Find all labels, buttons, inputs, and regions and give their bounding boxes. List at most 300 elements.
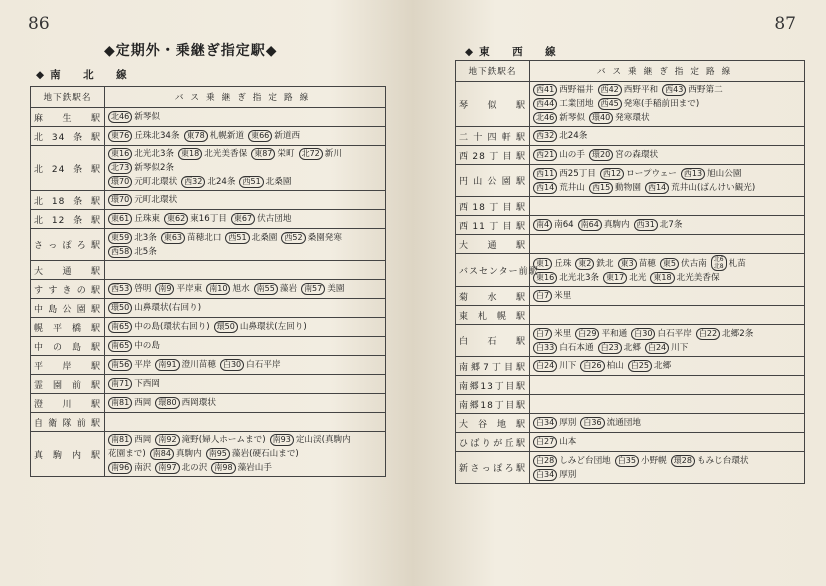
route-code-badge: 白34 [533,417,557,429]
table-row [31,108,386,127]
route-entry [164,214,227,224]
table-row [456,165,805,197]
route-line [533,255,801,271]
table-row [456,287,805,306]
route-code-badge: 南64 [578,219,602,231]
route-line [108,110,382,124]
route-line [108,433,382,447]
route-entry [628,361,671,371]
route-code-badge: 環28 [671,455,695,467]
route-destination: 鉄北 [596,258,614,269]
station-name: 南郷13丁目駅 [456,376,530,395]
route-line [108,377,382,391]
table-row [31,413,386,432]
route-code-badge: 東16 [108,148,132,160]
route-code-badge: 白27 [533,436,557,448]
route-line [108,339,382,353]
route-list [105,337,386,356]
route-code-badge: 東61 [108,213,132,225]
route-code-badge: 南92 [155,434,179,446]
station-header: 地下鉄駅名 [456,61,530,82]
route-entry [598,99,700,109]
route-entry [533,99,594,109]
route-entry [225,233,277,243]
route-destination: 元町北環状 [134,177,178,187]
route-destination: 東16丁目 [190,214,227,224]
route-list [105,299,386,318]
route-code-badge: 南96 [108,462,132,474]
route-entry [533,85,594,95]
route-code-badge: 南4 [533,219,552,231]
route-code-badge: 東3 [618,258,637,270]
route-destination: 発寒環状 [615,113,650,123]
station-name: 幌平橋駅 [31,318,105,337]
nanboku-route-table [30,86,386,477]
route-list [530,287,805,306]
route-code-badge: 環50 [108,302,132,314]
station-name: 北12条駅 [31,210,105,229]
route-destination: 西野第二 [688,85,723,95]
route-code-badge: 西12 [600,168,624,180]
route-list [105,280,386,299]
route-list [105,210,386,229]
route-list [105,375,386,394]
route-destination: 柏山 [606,361,624,371]
route-line [108,282,382,296]
route-destination: 動物園 [615,182,641,193]
route-destination: 厚別 [559,418,577,428]
route-list [105,318,386,337]
route-code-badge: 南81 [108,434,132,446]
route-entry [533,220,574,230]
route-line [108,396,382,410]
table-row [31,375,386,394]
tozai-section-title: ◆東 西 線 [465,46,562,58]
route-line [533,468,801,482]
station-name: 西18丁目駅 [456,197,530,216]
route-code-badge: 東1 [533,258,552,270]
route-code-badge: 西31 [634,219,658,231]
route-entry [598,85,659,95]
route-destination: 苗穂 [638,258,656,269]
route-entry [533,470,576,480]
route-destination: 中の島 [134,341,160,351]
route-destination: 定山渓(真駒内 [295,435,351,445]
route-code-badge: 南56 [108,359,132,371]
route-entry [211,463,272,473]
route-entry [108,435,151,445]
route-destination: しみど台団地 [559,455,611,466]
route-code-badge: 西15 [589,182,613,194]
route-code-badge: 西42 [598,84,622,96]
route-line [533,167,801,181]
route-code-badge: 南71 [108,378,132,390]
route-entry [108,149,174,159]
route-destination: 北24条 [207,177,236,187]
route-line [533,111,801,125]
route-destination: 藻岩 [279,284,298,294]
route-destination: 旭水 [232,284,250,294]
route-destination: 米里 [554,291,572,301]
route-destination: 西野福井 [559,85,594,95]
route-destination: 米里 [554,328,572,339]
route-destination: 丘珠東 [134,214,160,224]
route-code-badge: 東2 [575,258,594,270]
route-code-badge: 西43 [662,84,686,96]
station-name: 真駒内駅 [31,432,105,477]
right-page [413,0,826,586]
route-entry [108,247,157,257]
table-row [31,191,386,210]
route-entry [108,360,151,370]
table-row [456,146,805,165]
route-line [108,175,382,189]
route-list [530,127,805,146]
route-entry [150,449,202,459]
route-code-badge: 東17 [603,272,627,284]
table-row [456,325,805,357]
route-destination: 北桑園 [265,177,292,187]
route-line [533,341,801,355]
route-destination: 新琴似2条 [134,163,175,173]
route-list [105,229,386,261]
route-code-badge: 東67 [231,213,255,225]
route-line [533,97,801,111]
route-line [108,129,382,143]
route-destination: 澄川苗穂 [181,360,216,370]
route-code-badge: 南81 [108,397,132,409]
route-line [108,193,382,207]
route-code-badge: 西51 [239,176,263,188]
route-code-badge: 北72 [299,148,323,160]
route-destination: 北5条 [134,246,157,257]
route-list [530,395,805,414]
route-entry [589,183,641,193]
route-list [530,452,805,484]
route-destination: 札苗 [728,258,746,269]
route-destination: 中の島(環状右回り) [134,322,210,332]
route-code-badge: 西32 [533,130,557,142]
station-name: 南郷7丁目駅 [456,357,530,376]
route-list [530,254,805,287]
route-entry [108,284,151,294]
route-code-badge: 東63 [161,232,185,244]
route-entry [618,259,656,269]
route-line [108,320,382,334]
route-destination: 荒井山 [559,182,585,193]
route-code-badge: 西58 [108,246,132,258]
route-code-badge: 西45 [598,98,622,110]
route-code-badge: 環20 [589,149,613,161]
route-code-badge: 白30 [220,359,244,371]
table-row [31,229,386,261]
route-list [530,165,805,197]
route-code-badge: 東18 [178,148,202,160]
route-code-badge: 東62 [164,213,188,225]
route-line [533,83,801,97]
route-line [533,148,801,162]
route-entry [108,177,177,187]
route-destination: 北24条 [559,131,588,141]
route-code-badge: 環70 [108,194,132,206]
route-code-badge: 西14 [533,182,557,194]
station-name: 大通駅 [456,235,530,254]
route-destination: 花園まで) [108,449,146,459]
route-entry [533,113,585,123]
route-code-badge: 環70 [108,176,132,188]
route-destination: 平岸東 [176,284,203,294]
station-header: 地下鉄駅名 [31,87,105,108]
route-entry [184,131,245,141]
route-code-badge: 東5 [660,258,679,270]
route-line [533,435,801,449]
route-entry [575,259,613,269]
route-code-badge: 白30 [631,328,655,340]
route-code-badge: 南65 [108,321,132,333]
station-name: ひばりが丘駅 [456,433,530,452]
route-code-badge: 東59 [108,232,132,244]
route-entry [108,195,177,205]
table-row [456,433,805,452]
route-list [530,357,805,376]
route-code-badge: 白35 [615,455,639,467]
route-destination: 西岡 [134,435,152,445]
route-destination: 荒井山(ばんけい観光) [671,182,756,193]
route-entry [650,273,719,283]
station-name: 円山公園駅 [456,165,530,197]
route-entry [281,233,342,243]
station-name: 大谷地駅 [456,414,530,433]
route-entry [533,437,576,447]
route-destination: 北郷 [623,342,641,353]
station-name: 白石駅 [456,325,530,357]
page-number-right: 87 [774,14,796,34]
route-code-badge: 白26 [580,360,604,372]
station-name: 北34条駅 [31,127,105,146]
route-code-badge: 東87 [251,148,275,160]
route-destination: 桑園発寒 [307,232,342,243]
route-entry [696,329,753,339]
route-entry [206,284,249,294]
route-entry [600,169,677,179]
route-entry [533,329,571,339]
route-code-badge: 南91 [155,359,179,371]
route-code-badge: 西11 [533,168,557,180]
station-name: 霊園前駅 [31,375,105,394]
route-destination: 札幌新道 [209,131,245,141]
route-code-badge: 南93 [270,434,294,446]
route-entry [231,214,292,224]
station-name: 東札幌駅 [456,306,530,325]
table-row [31,432,386,477]
route-destination: 厚別 [559,469,577,480]
route-list [105,432,386,477]
route-destination: 栄町 [277,149,295,159]
table-row [31,210,386,229]
route-code-badge: 南65 [108,340,132,352]
route-destination: 工業団地 [559,99,594,109]
route-code-badge: 南95 [206,448,230,460]
station-name: 新さっぽろ駅 [456,452,530,484]
route-destination: 啓明 [134,284,152,294]
table-row [456,357,805,376]
route-entry [533,343,594,353]
route-destination: 西岡 [134,398,152,408]
route-destination: 美園 [327,284,345,294]
route-destination: 藻岩山手 [237,463,272,473]
route-entry [711,256,746,270]
route-destination: 川下 [559,361,577,371]
route-destination: 丘珠 [554,258,572,269]
route-code-badge: 南9 [155,283,174,295]
route-entry [533,456,611,466]
route-list [105,413,386,432]
route-line [533,218,801,232]
station-name: 二十四軒駅 [456,127,530,146]
nanboku-section-title: ◆南 北 線 [36,69,133,81]
route-code-badge: 西52 [281,232,305,244]
route-code-badge: 東76 [108,130,132,142]
route-entry [178,149,247,159]
route-entry [155,435,265,445]
route-entry [251,149,294,159]
route-line [533,327,801,341]
station-name: 自衛隊前駅 [31,413,105,432]
route-list [530,325,805,357]
route-code-badge: 白33 [533,342,557,354]
route-entry [533,259,571,269]
route-code-badge: 白7 [533,328,552,340]
route-code-badge: 西51 [225,232,249,244]
table-row [456,395,805,414]
route-entry [589,150,658,160]
route-line [533,416,801,430]
route-entry [662,85,723,95]
route-destination: 北光美香保 [676,273,720,283]
route-entry [533,169,596,179]
table-row [31,318,386,337]
route-line [108,461,382,475]
route-code-badge: 西41 [533,84,557,96]
route-destination: 白石本通 [559,342,594,353]
route-entry [206,449,299,459]
route-destination: 真駒内 [603,220,630,230]
table-row [456,452,805,484]
route-code-badge: 白28 [533,455,557,467]
route-code-badge: 白24 [533,360,557,372]
table-row [31,356,386,375]
route-code-badge: 東18 [650,272,674,284]
station-name: 中の島駅 [31,337,105,356]
route-entry [589,113,650,123]
route-list [105,261,386,280]
table-row [31,127,386,146]
route-code-badge: 環40 [589,112,613,124]
route-entry [533,131,587,141]
route-list [530,414,805,433]
route-destination: 伏古団地 [257,214,292,224]
table-row [456,254,805,287]
route-entry [631,329,692,339]
route-entry [533,361,576,371]
route-line [533,454,801,468]
route-destination: 山本 [559,437,577,447]
route-line [108,212,382,226]
route-destination: 北光 [629,273,647,283]
route-code-badge: 環80 [155,397,179,409]
route-list [105,191,386,210]
route-line [108,301,382,315]
route-destination: ロープウェー [626,168,677,179]
route-entry [181,177,235,187]
route-list [530,306,805,325]
route-entry [533,273,599,283]
route-code-badge: 西13 [681,168,705,180]
route-code-badge: 東78 [184,130,208,142]
route-line [533,289,801,303]
table-row [456,306,805,325]
table-row [31,299,386,318]
main-title: ◆定期外・乗継ぎ指定駅◆ [104,43,278,59]
route-destination: 山鼻環状(右回り) [134,303,202,313]
route-destination: 丘珠北34条 [134,131,180,141]
route-destination: 苗穂北口 [187,232,222,243]
table-row [31,261,386,280]
route-destination: 旭山公園 [707,168,742,179]
route-code-badge: 白24 [645,342,669,354]
route-entry [603,273,646,283]
route-destination: 川下 [671,342,689,353]
station-name: 中島公園駅 [31,299,105,318]
route-code-badge: 西53 [108,283,132,295]
route-code-badge: 環50 [214,321,238,333]
route-line [108,447,382,461]
station-name: 麻生駅 [31,108,105,127]
route-entry [254,284,297,294]
route-entry [660,259,707,269]
route-entry [108,322,210,332]
route-destination: 下西岡 [134,379,160,389]
station-name: 北18条駅 [31,191,105,210]
route-entry [645,343,688,353]
route-destination: 北郷2条 [722,328,754,339]
route-destination: 伏古南 [680,258,707,269]
tozai-route-table [455,60,805,484]
route-destination: 平和通 [601,328,628,339]
route-entry [108,379,160,389]
route-list [105,108,386,127]
station-name: すすきの駅 [31,280,105,299]
route-entry [108,233,157,243]
route-list [105,356,386,375]
route-destination: もみじ台環状 [696,455,749,466]
route-entry [108,112,160,122]
route-code-badge: 白34 [533,469,557,481]
route-line [108,245,382,259]
route-code-badge: 白23 [598,342,622,354]
route-entry [580,418,641,428]
route-code-badge: 西14 [645,182,669,194]
route-code-badge: 北46 [533,112,557,124]
route-destination: 白石平岸 [246,360,281,370]
table-row [31,146,386,191]
table-row [456,82,805,127]
route-entry [108,341,160,351]
route-entry [671,456,749,466]
route-entry [681,169,742,179]
route-code-badge: 白25 [628,360,652,372]
route-code-badge: 南10 [206,283,230,295]
